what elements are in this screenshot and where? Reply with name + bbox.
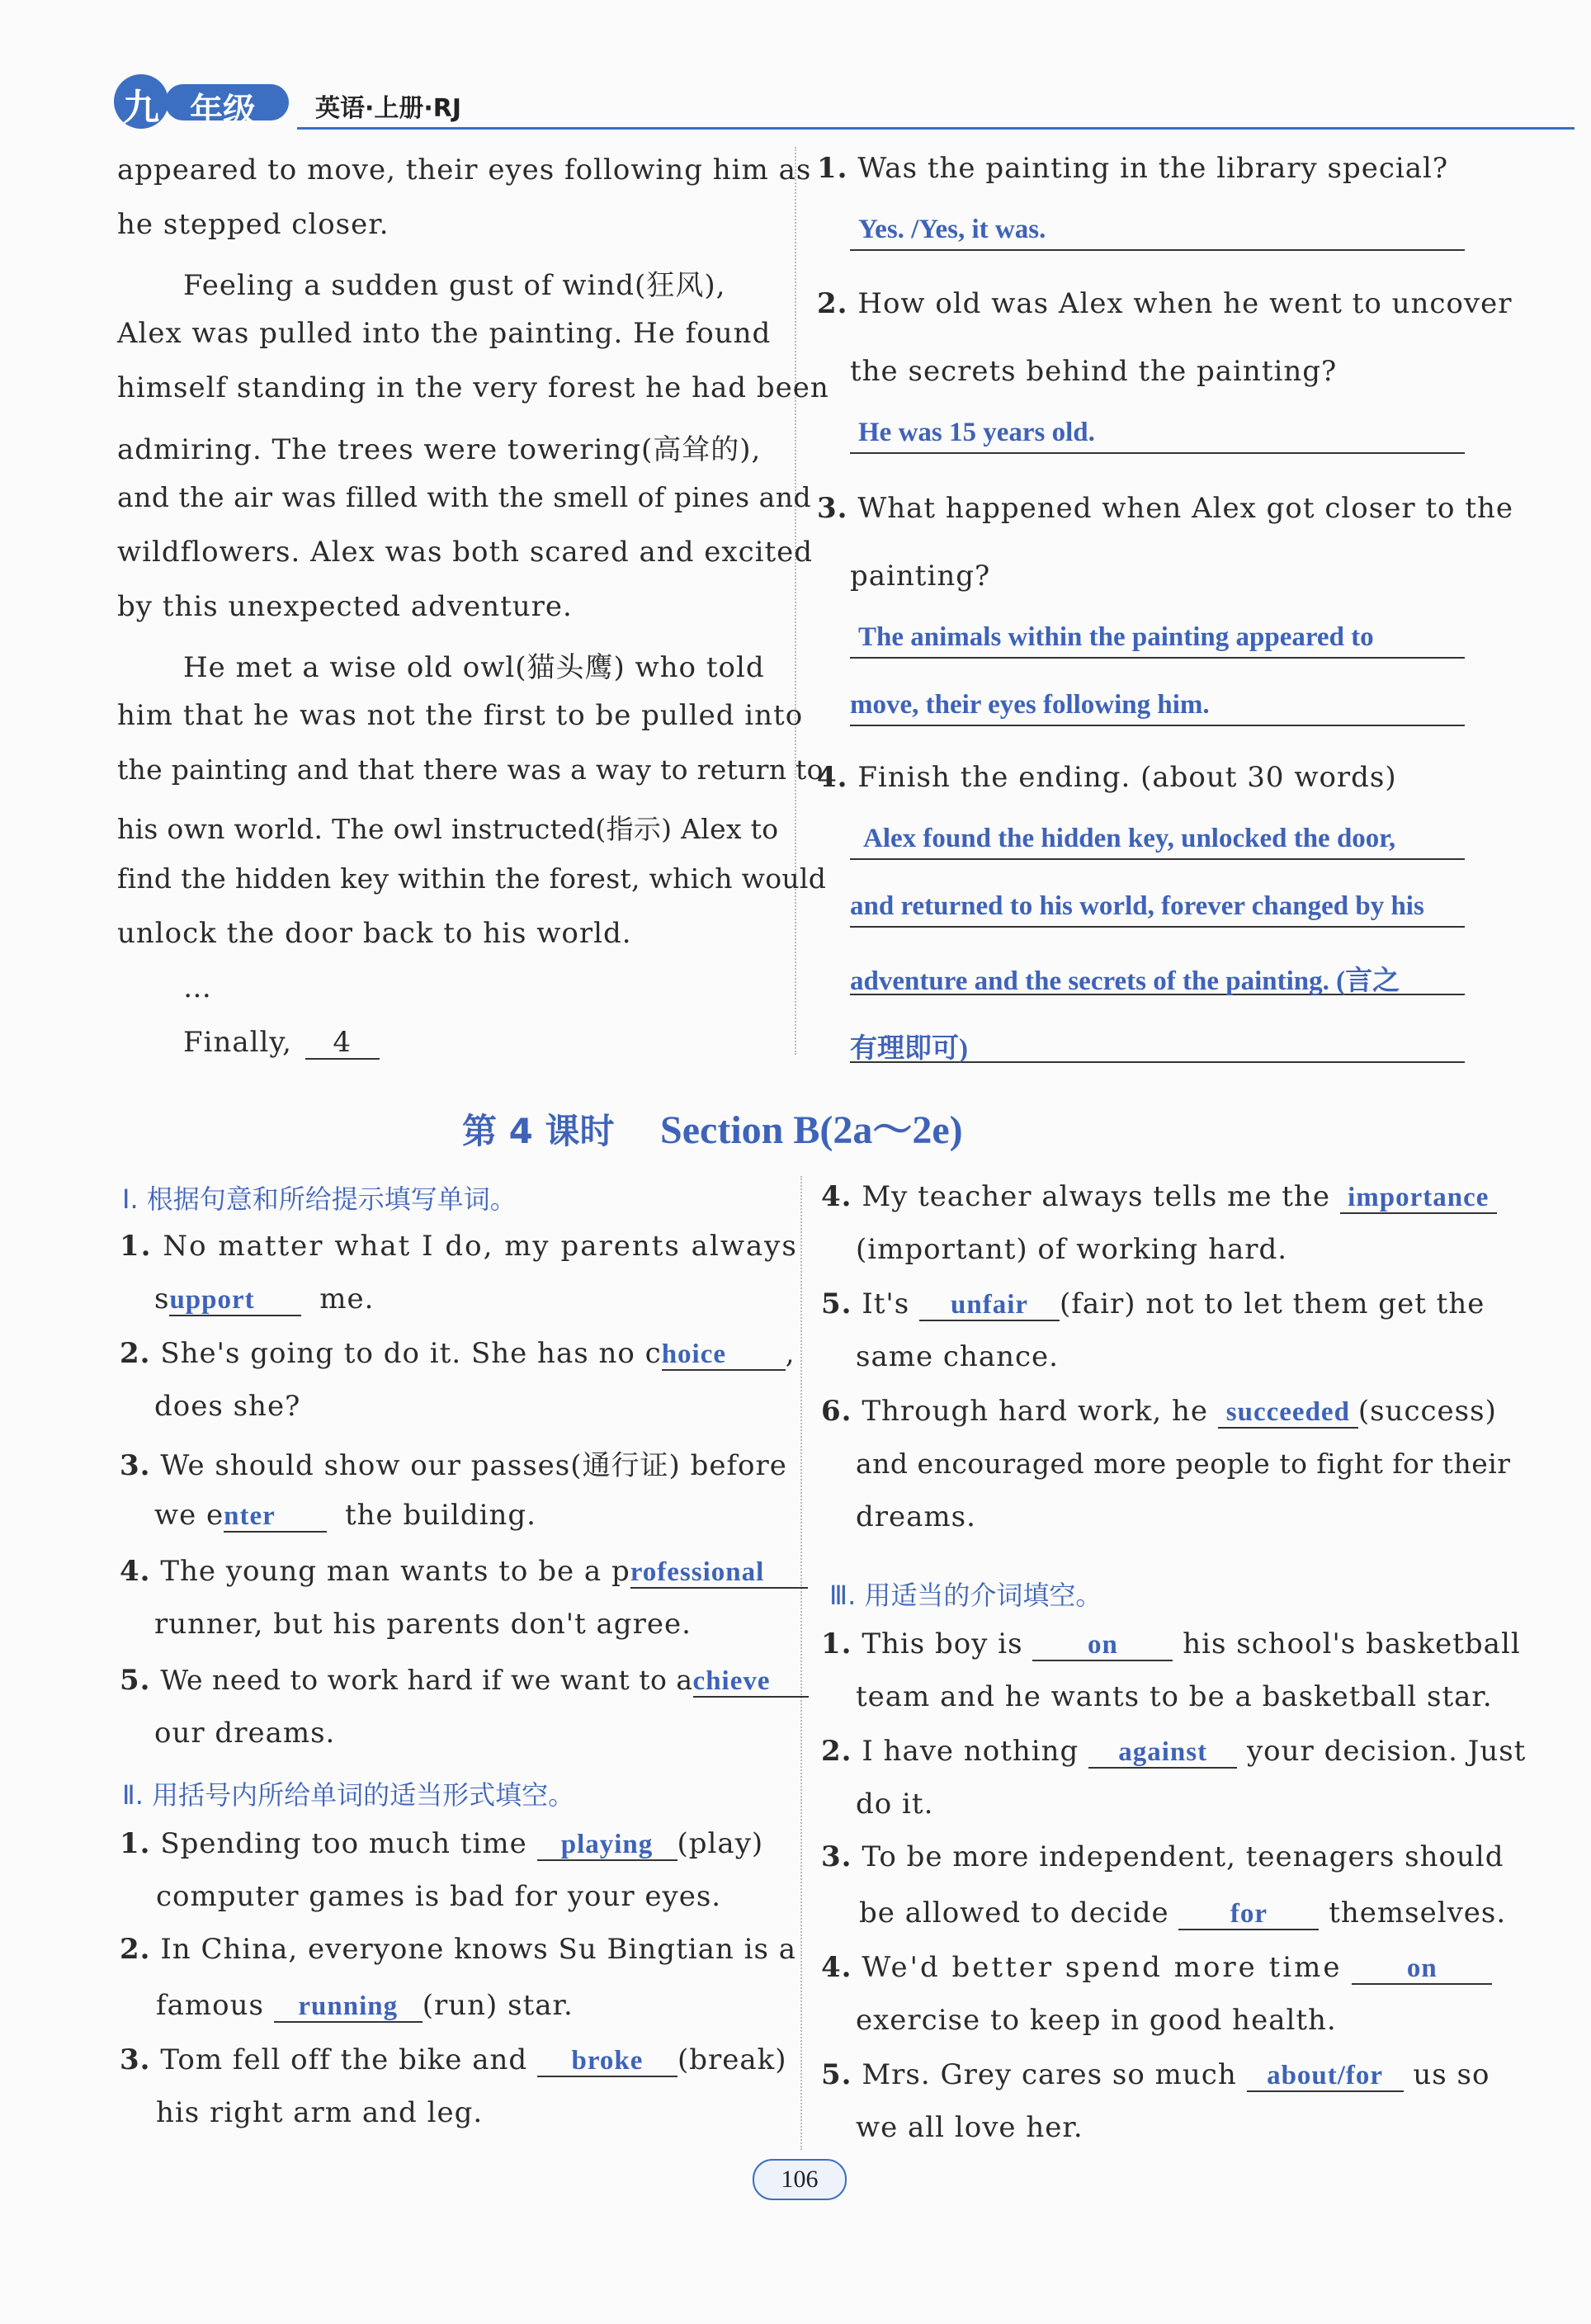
item-number: 5. bbox=[821, 1287, 852, 1320]
answer-blank[interactable]: about/for bbox=[1247, 2061, 1404, 2092]
exercise-item bbox=[120, 1664, 809, 1698]
header-rule bbox=[297, 127, 1574, 130]
item-text: This boy is bbox=[862, 1627, 1023, 1660]
exercise-item-cont bbox=[154, 1499, 536, 1533]
question-number: 4. bbox=[817, 761, 848, 794]
item-text: I have nothing bbox=[862, 1735, 1079, 1768]
item-number: 3. bbox=[120, 1449, 151, 1482]
item-text: My teacher always tells me the bbox=[862, 1180, 1330, 1213]
exercise-item bbox=[821, 1840, 1504, 1873]
item-number: 2. bbox=[120, 1933, 151, 1966]
exercise-item bbox=[821, 1951, 1492, 1985]
exercise-item-cont: his right arm and leg. bbox=[156, 2096, 484, 2129]
answer-line[interactable] bbox=[850, 824, 1465, 860]
item-text: be allowed to decide bbox=[859, 1897, 1169, 1930]
item-text: We should show our passes(通行证) before bbox=[160, 1449, 787, 1482]
grade-char: 九 bbox=[123, 87, 159, 129]
answer-text: and returned to his world, forever changed by his bbox=[850, 891, 1424, 921]
item-number: 1. bbox=[120, 1230, 153, 1263]
exercise-item-cont: same chance. bbox=[856, 1340, 1059, 1373]
item-text: She's going to do it. She has no c bbox=[160, 1337, 662, 1370]
answer-text: Yes. /Yes, it was. bbox=[858, 215, 1046, 244]
answer-blank[interactable]: nter bbox=[224, 1501, 327, 1533]
answer-blank[interactable]: on bbox=[1032, 1630, 1173, 1661]
story-line: find the hidden key within the forest, which would bbox=[117, 862, 827, 895]
exercise-item bbox=[821, 2058, 1489, 2092]
exercise-item-cont bbox=[859, 1897, 1506, 1930]
exercise-item-cont: and encouraged more people to fight for their bbox=[856, 1448, 1511, 1480]
question-1 bbox=[817, 152, 1448, 185]
item-text: To be more independent, teenagers should bbox=[862, 1840, 1504, 1873]
exercise-item-cont: dreams. bbox=[856, 1500, 976, 1533]
header bbox=[107, 73, 1469, 139]
answer-line[interactable] bbox=[850, 959, 1465, 995]
exercise-item bbox=[120, 1337, 796, 1371]
answer-line[interactable] bbox=[850, 215, 1465, 251]
answer-text: adventure and the secrets of the painting. (言之 bbox=[850, 966, 1400, 996]
item-text: we e bbox=[154, 1499, 224, 1532]
item-text: (break) bbox=[677, 2043, 787, 2076]
item-number: 4. bbox=[120, 1555, 151, 1588]
item-text: (run) star. bbox=[422, 1989, 574, 2022]
item-text: The young man wants to be a p bbox=[160, 1555, 630, 1588]
question-2 bbox=[817, 287, 1513, 320]
column-divider-top bbox=[795, 147, 796, 1055]
exercise-item-cont: computer games is bad for your eyes. bbox=[156, 1880, 722, 1913]
answer-line[interactable] bbox=[850, 622, 1465, 659]
answer-blank[interactable]: against bbox=[1088, 1737, 1237, 1769]
exercise-item bbox=[120, 2043, 787, 2077]
story-ellipsis: … bbox=[183, 971, 212, 1004]
page-number: 106 bbox=[781, 2166, 819, 2193]
item-number: 5. bbox=[821, 2058, 852, 2091]
item-number: 3. bbox=[821, 1840, 852, 1873]
item-text: the building. bbox=[344, 1499, 536, 1532]
answer-blank[interactable]: unfair bbox=[919, 1290, 1060, 1321]
story-line: admiring. The trees were towering(高耸的), bbox=[117, 433, 762, 466]
lesson-title bbox=[462, 1098, 963, 1155]
question-text: How old was Alex when he went to uncover bbox=[857, 287, 1513, 320]
item-number: 4. bbox=[821, 1180, 852, 1213]
exercise-item-cont: we all love her. bbox=[856, 2111, 1083, 2144]
grade-label: 年级 bbox=[190, 92, 256, 130]
exercise-item bbox=[821, 1180, 1497, 1214]
answer-blank[interactable]: succeeded bbox=[1218, 1397, 1358, 1429]
question-number: 3. bbox=[817, 492, 848, 525]
exercise-item bbox=[120, 1827, 763, 1861]
answer-text: Alex found the hidden key, unlocked the door, bbox=[863, 824, 1396, 853]
answer-blank[interactable]: running bbox=[274, 1991, 423, 2023]
answer-blank[interactable]: upport bbox=[169, 1285, 301, 1316]
answer-blank[interactable]: importance bbox=[1340, 1183, 1497, 1214]
story-line: Alex was pulled into the painting. He found bbox=[117, 317, 772, 350]
exercise-item bbox=[120, 1555, 808, 1589]
answer-blank[interactable]: on bbox=[1352, 1953, 1492, 1985]
item-text: (success) bbox=[1357, 1395, 1497, 1428]
answer-blank[interactable]: broke bbox=[537, 2046, 677, 2077]
answer-text: He was 15 years old. bbox=[858, 418, 1095, 447]
story-line: He met a wise old owl(猫头鹰) who told bbox=[183, 651, 765, 684]
item-number: 2. bbox=[821, 1735, 852, 1768]
item-number: 5. bbox=[120, 1664, 151, 1697]
answer-line[interactable] bbox=[850, 418, 1465, 454]
section-2-heading: Ⅱ. 用括号内所给单词的适当形式填空。 bbox=[122, 1779, 575, 1811]
section-3-heading: Ⅲ. 用适当的介词填空。 bbox=[829, 1580, 1102, 1611]
item-text: It's bbox=[862, 1287, 910, 1320]
item-text: me. bbox=[319, 1282, 375, 1316]
answer-blank[interactable]: rofessional bbox=[630, 1557, 808, 1589]
finally-prefix: Finally, bbox=[183, 1026, 292, 1059]
item-text: his school's basketball bbox=[1183, 1627, 1521, 1660]
item-number: 4. bbox=[821, 1951, 852, 1984]
item-text: (fair) not to let them get the bbox=[1060, 1287, 1485, 1320]
story-line: by this unexpected adventure. bbox=[117, 590, 573, 623]
column-divider-bottom bbox=[800, 1176, 802, 2150]
question-number: 1. bbox=[817, 152, 848, 185]
answer-text: move, their eyes following him. bbox=[850, 690, 1210, 720]
exercise-item-cont: runner, but his parents don't agree. bbox=[154, 1608, 692, 1641]
exercise-item-cont: our dreams. bbox=[154, 1717, 336, 1750]
story-line: appeared to move, their eyes following him as bbox=[117, 154, 812, 187]
item-text: themselves. bbox=[1329, 1897, 1507, 1930]
answer-text: The animals within the painting appeared to bbox=[858, 622, 1374, 652]
lesson-number: 第 4 课时 bbox=[462, 1111, 615, 1151]
question-text: Was the painting in the library special? bbox=[857, 152, 1449, 185]
grade-badge bbox=[107, 73, 314, 132]
item-text: Through hard work, he bbox=[862, 1395, 1209, 1428]
item-text: In China, everyone knows Su Bingtian is a bbox=[160, 1933, 796, 1966]
item-number: 3. bbox=[120, 2043, 151, 2076]
story-line: unlock the door back to his world. bbox=[117, 917, 632, 950]
item-number: 2. bbox=[120, 1337, 151, 1370]
story-line: he stepped closer. bbox=[117, 208, 389, 241]
item-number: 1. bbox=[120, 1827, 151, 1860]
story-line: and the air was filled with the smell of pines and bbox=[117, 481, 812, 513]
item-text: Mrs. Grey cares so much bbox=[862, 2058, 1237, 2091]
exercise-item-cont: (important) of working hard. bbox=[856, 1233, 1288, 1266]
question-text: What happened when Alex got closer to the bbox=[857, 492, 1514, 525]
answer-blank[interactable]: playing bbox=[537, 1830, 677, 1861]
answer-line[interactable] bbox=[850, 891, 1465, 928]
answer-line[interactable] bbox=[850, 1027, 1465, 1063]
exercise-item bbox=[120, 1443, 787, 1483]
item-text: us so bbox=[1413, 2058, 1490, 2091]
story-line: the painting and that there was a way to return to bbox=[117, 753, 824, 786]
item-text: famous bbox=[156, 1989, 264, 2022]
story-line: him that he was not the first to be pulled into bbox=[117, 699, 804, 732]
exercise-item bbox=[821, 1735, 1526, 1769]
exercise-item bbox=[821, 1395, 1497, 1429]
finally-line bbox=[183, 1026, 380, 1060]
question-3 bbox=[817, 492, 1513, 525]
item-text: We need to work hard if we want to a bbox=[160, 1664, 693, 1696]
item-text: your decision. Just bbox=[1246, 1735, 1527, 1768]
exercise-item bbox=[120, 1933, 796, 1966]
item-text: Spending too much time bbox=[160, 1827, 527, 1860]
section-1-heading: Ⅰ. 根据句意和所给提示填写单词。 bbox=[122, 1183, 517, 1215]
lesson-section: Section B(2a～2e) bbox=[660, 1108, 963, 1152]
question-text-cont: the secrets behind the painting? bbox=[850, 355, 1338, 388]
exercise-item-cont: do it. bbox=[856, 1788, 934, 1821]
item-text: s bbox=[154, 1282, 170, 1316]
item-number: 6. bbox=[821, 1395, 852, 1428]
finally-blank[interactable]: 4 bbox=[305, 1027, 380, 1060]
story-line: his own world. The owl instructed(指示) Alex to bbox=[117, 813, 779, 845]
answer-blank[interactable]: chieve bbox=[693, 1666, 809, 1698]
question-text-cont: painting? bbox=[850, 560, 991, 593]
exercise-item bbox=[120, 1230, 798, 1263]
header-subtitle: 英语·上册·RJ bbox=[315, 94, 462, 123]
exercise-item-cont bbox=[154, 1282, 374, 1316]
question-4 bbox=[817, 761, 1397, 794]
item-text: , bbox=[785, 1337, 796, 1370]
page-number-badge bbox=[753, 2159, 847, 2200]
exercise-item-cont: does she? bbox=[154, 1390, 301, 1423]
item-text: No matter what I do, my parents always bbox=[163, 1230, 798, 1263]
question-text: Finish the ending. (about 30 words) bbox=[857, 761, 1397, 794]
answer-blank[interactable]: for bbox=[1178, 1899, 1319, 1930]
answer-text: 有理即可) bbox=[850, 1034, 968, 1064]
exercise-item-cont bbox=[156, 1989, 574, 2023]
exercise-item bbox=[821, 1627, 1521, 1661]
exercise-item-cont: exercise to keep in good health. bbox=[856, 2004, 1337, 2037]
answer-line[interactable] bbox=[850, 690, 1465, 726]
item-text: (play) bbox=[677, 1827, 764, 1860]
exercise-item bbox=[821, 1287, 1485, 1321]
story-line: Feeling a sudden gust of wind(狂风), bbox=[183, 269, 726, 302]
exercise-item-cont: team and he wants to be a basketball star. bbox=[856, 1680, 1493, 1713]
story-line: wildflowers. Alex was both scared and excited bbox=[117, 536, 814, 569]
answer-blank[interactable]: hoice bbox=[662, 1339, 786, 1371]
question-number: 2. bbox=[817, 287, 848, 320]
story-line: himself standing in the very forest he had been bbox=[117, 371, 829, 404]
item-text: Tom fell off the bike and bbox=[160, 2043, 528, 2076]
item-text: We'd better spend more time bbox=[862, 1951, 1343, 1984]
item-number: 1. bbox=[821, 1627, 852, 1660]
